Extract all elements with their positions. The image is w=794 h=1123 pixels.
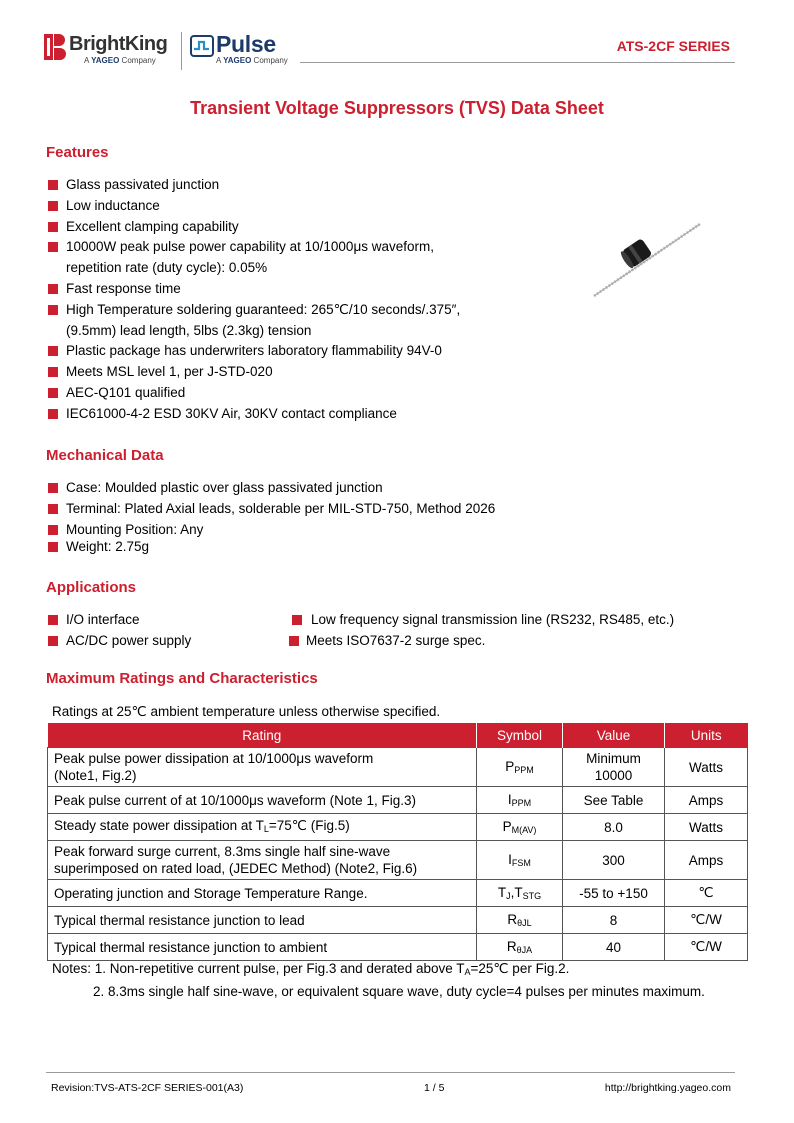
list-item: AEC-Q101 qualified	[47, 383, 460, 404]
table-row	[48, 907, 748, 934]
value-cell: 8.0	[563, 814, 665, 841]
value-cell: 300	[563, 841, 665, 880]
list-item: 10000W peak pulse power capability at 10/1000μs waveform,	[47, 237, 460, 258]
column-header-value: Value	[563, 723, 665, 748]
logo-separator	[181, 32, 182, 70]
rating-cell: Typical thermal resistance junction to ambient	[48, 934, 477, 961]
list-item: High Temperature soldering guaranteed: 265℃/10 seconds/.375″,	[47, 300, 460, 321]
note-2: 2. 8.3ms single half sine-wave, or equivalent square wave, duty cycle=4 pulses per minutes maximum.	[93, 984, 705, 999]
red-square-icon	[48, 242, 58, 252]
red-square-icon	[48, 222, 58, 232]
list-item: Weight: 2.75g	[47, 537, 495, 558]
footer-divider	[46, 1072, 735, 1073]
red-square-icon	[48, 542, 58, 552]
symbol-cell: $P_{M(AV)}$	[477, 814, 563, 841]
rating-cell: Typical thermal resistance junction to lead	[48, 907, 477, 934]
units-cell: Amps	[665, 787, 748, 814]
red-square-icon	[48, 409, 58, 419]
list-item: AC/DC power supply	[47, 631, 191, 652]
footer-revision: Revision:TVS-ATS-2CF SERIES-001(A3)	[51, 1082, 244, 1094]
value-cell: 8	[563, 907, 665, 934]
rating-cell: Peak pulse current of at 10/1000μs waveform (Note 1, Fig.3)	[48, 787, 477, 814]
mechanical-list	[47, 478, 495, 558]
notes	[52, 959, 705, 1002]
units-cell: Amps	[665, 841, 748, 880]
table-row	[48, 748, 748, 787]
footer-page-number: 1 / 5	[424, 1082, 445, 1094]
units-cell: Watts	[665, 748, 748, 787]
red-square-icon	[48, 305, 58, 315]
table-row	[48, 880, 748, 907]
column-header-units: Units	[665, 723, 748, 748]
red-square-icon	[48, 483, 58, 493]
table-header-row	[48, 723, 748, 748]
ratings-heading: Maximum Ratings and Characteristics	[46, 670, 318, 687]
brightking-subtitle: A YAGEO Company	[84, 56, 156, 65]
units-cell: ℃	[665, 880, 748, 907]
list-item: Fast response time	[47, 279, 460, 300]
rating-cell: Peak forward surge current, 8.3ms single half sine-wave superimposed on rated load, (JEDEC Method) (Note2, Fig.6)	[48, 841, 477, 880]
list-item-continuation: repetition rate (duty cycle): 0.05%	[66, 260, 268, 276]
symbol-cell: $R_{\theta JA}$	[477, 934, 563, 961]
symbol-cell: $P_{PPM}$	[477, 748, 563, 787]
value-cell: 40	[563, 934, 665, 961]
series-title: ATS-2CF SERIES	[616, 38, 730, 54]
red-square-icon	[48, 284, 58, 294]
note-1: Notes: 1. Non-repetitive current pulse, per Fig.3 and derated above $T_A=25℃$ per Fig.2.	[52, 961, 570, 977]
mechanical-heading: Mechanical Data	[46, 447, 164, 464]
rating-cell: Steady state power dissipation at $T_L=75℃$ (Fig.5)	[48, 814, 477, 841]
footer-url[interactable]: http://brightking.yageo.com	[604, 1082, 731, 1094]
red-square-icon	[48, 201, 58, 211]
pulse-logo	[190, 31, 310, 67]
symbol-cell: $R_{\theta JL}$	[477, 907, 563, 934]
column-header-symbol: Symbol	[477, 723, 563, 748]
features-list	[47, 175, 460, 425]
features-heading: Features	[46, 144, 109, 161]
applications-list-left	[47, 610, 191, 652]
table-row	[48, 841, 748, 880]
pulse-subtitle: A YAGEO Company	[216, 56, 288, 65]
ratings-table	[47, 723, 748, 961]
red-square-icon	[48, 615, 58, 625]
value-cell: See Table	[563, 787, 665, 814]
ratings-intro: Ratings at 25℃ ambient temperature unless otherwise specified.	[52, 704, 441, 719]
brightking-name: BrightKing	[69, 33, 168, 55]
pulse-logo-icon	[190, 35, 214, 57]
table-row	[48, 934, 748, 961]
red-square-icon	[48, 346, 58, 356]
red-square-icon	[48, 525, 58, 535]
list-item: Glass passivated junction	[47, 175, 460, 196]
symbol-cell: $I_{FSM}$	[477, 841, 563, 880]
units-cell: Watts	[665, 814, 748, 841]
list-item-continuation: (9.5mm) lead length, 5lbs (2.3kg) tension	[66, 322, 312, 338]
table-row	[48, 787, 748, 814]
list-item: IEC61000-4-2 ESD 30KV Air, 30KV contact compliance	[47, 404, 460, 425]
red-square-icon	[48, 636, 58, 646]
header-divider	[300, 62, 735, 63]
red-square-icon	[48, 388, 58, 398]
red-square-icon	[48, 504, 58, 514]
units-cell: ℃/W	[665, 934, 748, 961]
red-square-icon	[48, 180, 58, 190]
list-item: Meets MSL level 1, per J-STD-020	[47, 362, 460, 383]
axial-diode-component-icon	[590, 218, 704, 302]
column-header-rating: Rating	[48, 723, 477, 748]
symbol-cell: $I_{PPM}$	[477, 787, 563, 814]
units-cell: ℃/W	[665, 907, 748, 934]
document-title: Transient Voltage Suppressors (TVS) Data Sheet	[190, 98, 604, 118]
rating-cell: Peak pulse power dissipation at 10/1000μs waveform (Note1, Fig.2)	[48, 748, 477, 787]
symbol-cell: $T_J,T_{STG}$	[477, 880, 563, 907]
rating-cell: Operating junction and Storage Temperature Range.	[48, 880, 477, 907]
applications-heading: Applications	[46, 579, 137, 596]
red-square-icon	[48, 367, 58, 377]
list-item: Excellent clamping capability	[47, 217, 460, 238]
red-square-icon	[292, 615, 302, 625]
pulse-name: Pulse	[216, 31, 276, 57]
list-item: Case: Moulded plastic over glass passivated junction	[47, 478, 495, 499]
list-item: Low inductance	[47, 196, 460, 217]
list-item: Terminal: Plated Axial leads, solderable per MIL-STD-750, Method 2026	[47, 499, 495, 520]
list-item: Mounting Position: Any	[47, 520, 495, 541]
red-square-icon	[289, 636, 299, 646]
list-item: I/O interface	[47, 610, 191, 631]
brightking-logo-icon	[44, 34, 66, 60]
list-item: Meets ISO7637-2 surge spec.	[288, 631, 674, 652]
table-row	[48, 814, 748, 841]
value-cell: Minimum 10000	[563, 748, 665, 787]
brightking-logo	[44, 33, 174, 67]
value-cell: -55 to +150	[563, 880, 665, 907]
list-item: Plastic package has underwriters laboratory flammability 94V-0	[47, 341, 460, 362]
list-item: Low frequency signal transmission line (RS232, RS485, etc.)	[291, 610, 674, 631]
applications-list-right	[291, 610, 674, 652]
